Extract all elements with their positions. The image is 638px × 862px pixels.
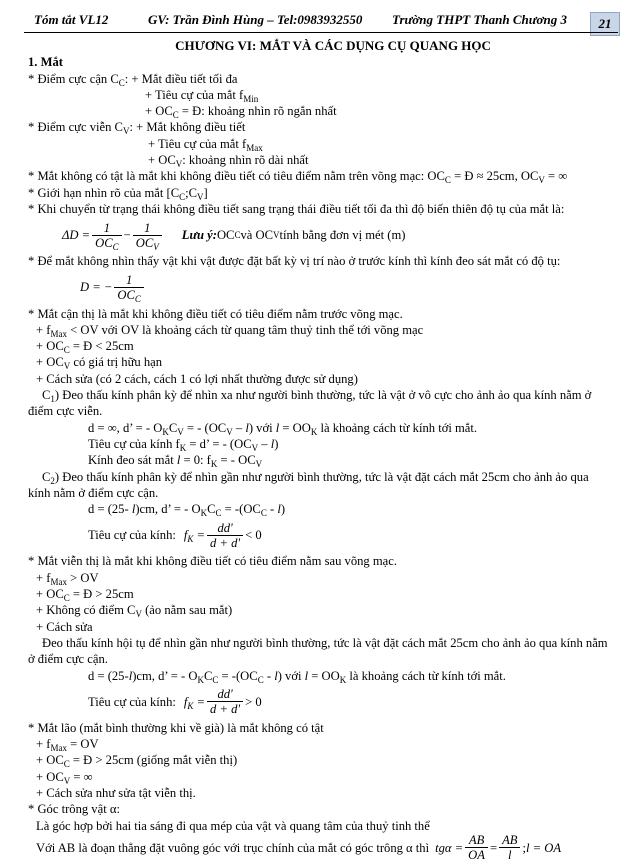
myopia-item: + $f_{Max}$ < OV với OV là khoảng cách từ quang tâm thuỷ tinh thể tới võng mạc [36, 322, 424, 339]
fraction: $\frac{dd'}{d + d'}$ [207, 687, 243, 716]
page-header [24, 8, 618, 32]
myopia-item: + $OC_V$ có giá trị hữu hạn [36, 355, 163, 372]
range-line: * Giới hạn nhìn rõ của mắt $[C_C;C_V]$ [28, 185, 208, 202]
hyperopia-item: + $OC_C$ = Đ > 25cm [36, 587, 134, 604]
lens-power-formula: D = − $\frac{1}{OC_C}$ [28, 270, 618, 306]
note-label: Lưu ý: [181, 228, 217, 243]
header-author: GV: Trần Đình Hùng – Tel:0983932550 [148, 12, 363, 27]
delta-d-formula: ΔD = $\frac{1}{OC_C}$ − $\frac{1}{OC_V}$ Lưu ý: OC C và OC V tính bằng đơn vị mét (m) [62, 220, 406, 252]
near-point-focal: + Tiêu cự của mắt $f_{Min}$ [145, 87, 259, 104]
near-point-line: * Điểm cực cận $C_C$: + Mắt điều tiết tối đa [28, 71, 238, 88]
fraction: $\frac{AB}{l}$ [499, 833, 520, 862]
fraction: $\frac{1}{OC_C}$ [114, 273, 144, 302]
myopia-item: + Cách sửa (có 2 cách, cách 1 có lợi nhất thường được sử dụng) [36, 371, 358, 386]
fraction: $\frac{1}{OC_C}$ [92, 221, 122, 250]
hyperopia-correction: Đeo thấu kính hội tụ để nhìn gần như người bình thường, tức là vật đặt cách mắt 25cm cho ảnh ảo qua kính nằm ở điểm cực cận. [28, 635, 608, 667]
far-point-focal: + Tiêu cự của mắt $f_{Max}$ [148, 136, 263, 153]
viewing-angle-heading: * Góc trông vật α: [28, 802, 120, 817]
header-doc-title: Tóm tắt VL12 [34, 12, 109, 27]
c2-equation: d = (25- l)cm, d’ = - $O_KC_C = -(OC_C - l)$ [88, 502, 286, 519]
page-content [28, 38, 618, 862]
correction-c2: $C_2$) Đeo thấu kính phân kỳ để nhìn gần như người bình thường, tức là vật đặt cách mắt 25cm cho ảnh ảo qua kính nằm ở điểm cực cận. [28, 469, 589, 500]
hyperopia-item: + Không có điểm $C_V$ (ảo nằm sau mắt) [36, 603, 233, 620]
hyperopia-focal-formula: Tiêu cự của kính: $f_K$ = $\frac{dd'}{d + d'}$ > 0 [88, 687, 262, 717]
c1-focal: Tiêu cự của kính $f_K = d$’ = - $(OC_V - l)$ [88, 436, 279, 453]
hyperopia-equation: d = (25-l)cm, d’ = - $O_KC_C = -(OC_C - l)$ với $l = OO_K$ là khoảng cách từ kính tới mắt. [88, 668, 506, 685]
viewing-angle-definition: Là góc hợp bởi hai tia sáng đi qua mép của vật và quang tâm của thuỷ tinh thể [36, 818, 430, 833]
normal-eye-line: * Mắt không có tật là mắt khi không điều tiết có tiêu điểm nằm trên võng mạc: $OC_C$ = Đ ≈ 25cm, $OC_V$ = ∞ [28, 169, 568, 186]
page-number: 21 [590, 12, 620, 36]
presbyopia-item: + $OC_C$ = Đ > 25cm (giống mắt viễn thị) [36, 753, 238, 770]
myopia-item: + $OC_C$ = Đ < 25cm [36, 339, 134, 356]
c1-close-lens: Kính đeo sát mắt l = 0: $f_K$ = - $OC_V$ [88, 453, 263, 470]
fraction: $\frac{1}{OC_V}$ [133, 221, 162, 250]
chapter-title: CHƯƠNG VI: MẮT VÀ CÁC DỤNG CỤ QUANG HỌC [175, 38, 491, 53]
header-rule [24, 32, 618, 33]
lens-power-line: * Để mắt không nhìn thấy vật khi vật được đặt bất kỳ vị trí nào ở trước kính thì kính đeo sát mắt có độ tụ: [28, 254, 561, 269]
correction-c1: $C_1$) Đeo thấu kính phân kỳ để nhìn xa như người bình thường, tức là vật ở vô cực cho ảnh ảo qua kính nằm ở điểm cực viễn. [28, 388, 592, 419]
near-point-distance: + $OC_C$ = Đ: khoảng nhìn rõ ngắn nhất [145, 104, 337, 121]
presbyopia-item: + $OC_V$ = ∞ [36, 769, 93, 786]
section-heading: 1. Mắt [28, 55, 63, 70]
far-point-line: * Điểm cực viễn $C_V$: + Mắt không điều tiết [28, 120, 246, 137]
hyperopia-heading: * Mắt viễn thị là mắt khi không điều tiết có tiêu điểm nằm sau võng mạc. [28, 554, 397, 569]
fraction: $\frac{AB}{OA}$ [465, 833, 488, 862]
c2-focal-formula: Tiêu cự của kính: $f_K$ = $\frac{dd'}{d + d'}$ < 0 [88, 520, 262, 550]
far-point-distance: + $OC_V$: khoảng nhìn rõ dài nhất [148, 153, 309, 170]
myopia-heading: * Mắt cận thị là mắt khi không điều tiết có tiêu điểm nằm trước võng mạc. [28, 306, 403, 321]
presbyopia-item: + $f_{Max}$ = OV [36, 737, 99, 754]
viewing-angle-formula: Với AB là đoạn thẳng đặt vuông góc với trục chính của mắt có góc trông α thì tgα = $\frac{AB}{OA}$ = $\frac{AB}{l}$ ; l = OA [36, 833, 562, 862]
hyperopia-item: + Cách sửa [36, 619, 93, 634]
presbyopia-item: + Cách sửa như sửa tật viễn thị. [36, 785, 196, 800]
accommodation-line: * Khi chuyển từ trạng thái không điều tiết sang trạng thái điều tiết tối đa thì độ biến thiên độ tụ của mắt là: [28, 201, 565, 216]
presbyopia-heading: * Mắt lão (mắt bình thường khi về già) là mắt không có tật [28, 720, 324, 735]
hyperopia-item: + $f_{Max}$ > OV [36, 570, 99, 587]
header-school: Trường THPT Thanh Chương 3 [392, 12, 567, 27]
fraction: $\frac{dd'}{d + d'}$ [207, 521, 243, 550]
c1-equation: d = ∞, d’ = - $O_KC_V$ = - $(OC_V - l)$ với $l = OO_K$ là khoảng cách từ kính tới mắt. [88, 420, 478, 437]
